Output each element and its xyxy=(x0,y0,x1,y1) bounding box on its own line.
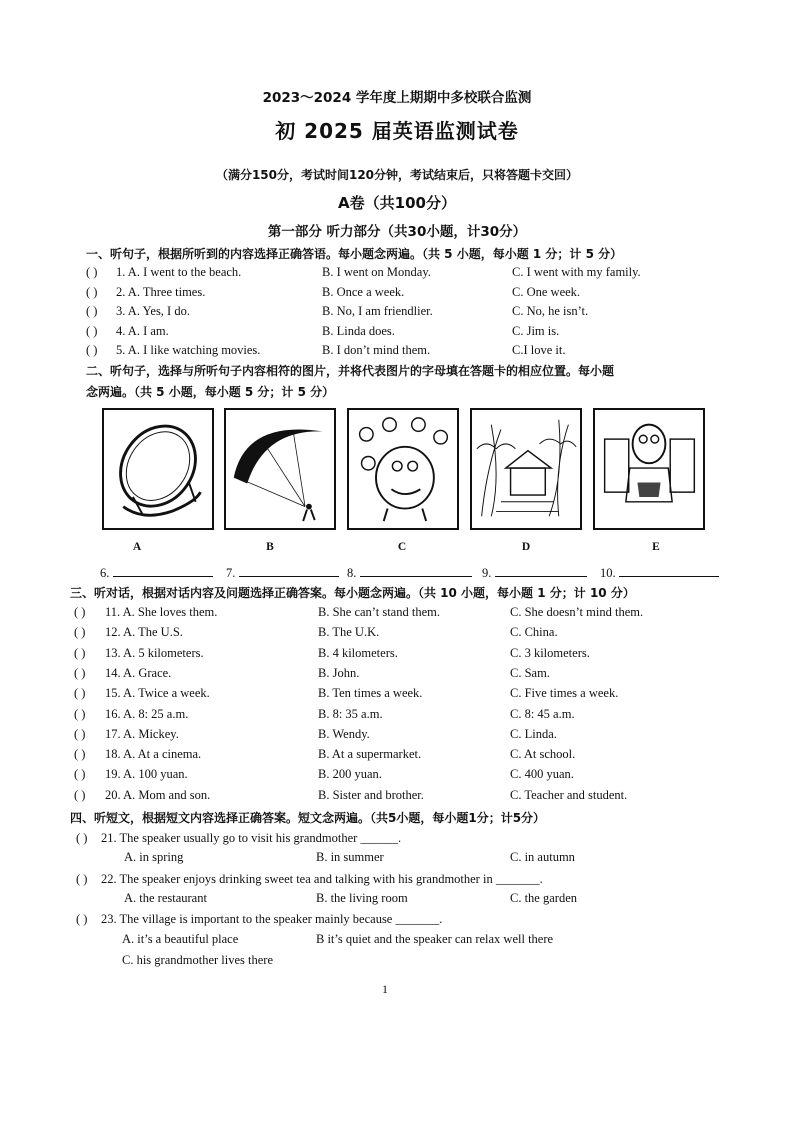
question-14-option-b: B. John. xyxy=(318,665,360,680)
question-20-option-b: B. Sister and brother. xyxy=(318,787,424,802)
question-18-option-c: C. At school. xyxy=(510,747,576,762)
question-15-option-b: B. Ten times a week. xyxy=(318,686,423,701)
answer-blank-7[interactable]: 7. xyxy=(226,564,339,581)
question-23-option-c: C. his grandmother lives there xyxy=(122,953,274,967)
question-12-option-c: C. China. xyxy=(510,625,558,640)
picture-label-a: A xyxy=(132,541,142,553)
question-4-option-b: B. Linda does. xyxy=(322,323,395,338)
answer-paren-1[interactable]: ( ) xyxy=(86,265,98,279)
question-4-option-a: 4. A. I am. xyxy=(116,323,169,338)
question-21-option-b: B. in summer xyxy=(316,850,384,864)
question-5-option-c: C.I love it. xyxy=(512,343,566,358)
part-one-title: 第一部分 听力部分（共30小题，计30分） xyxy=(267,224,527,240)
question-4-option-c: C. Jim is. xyxy=(512,323,560,338)
question-17-option-a: 17. A. Mickey. xyxy=(105,726,179,741)
picture-label-b: B xyxy=(266,541,274,553)
picture-d-garden-house xyxy=(470,408,582,530)
picture-label-e: E xyxy=(652,541,660,553)
section1-heading: 一、听句子，根据所听到的内容选择正确答语。每小题念两遍。（共 5 小题，每小题 1 分；计 5 分） xyxy=(86,247,623,261)
question-14-option-a: 14. A. Grace. xyxy=(105,665,172,680)
picture-b-paraglider xyxy=(224,408,336,530)
paper-a-title: A卷（共100分） xyxy=(338,194,456,212)
answer-blank-9[interactable]: 9. xyxy=(482,564,587,581)
question-12-option-a: 12. A. The U.S. xyxy=(105,625,183,640)
question-19-option-c: C. 400 yuan. xyxy=(510,767,574,782)
question-11-option-c: C. She doesn’t mind them. xyxy=(510,605,644,619)
question-20-option-c: C. Teacher and student. xyxy=(510,787,628,802)
exam-period: 2023～2024 学年度上期期中多校联合监测 xyxy=(262,90,532,106)
exam-title: 初 2025 届英语监测试卷 xyxy=(275,119,519,143)
question-23-option-a: A. it’s a beautiful place xyxy=(122,932,239,946)
answer-paren-5[interactable]: ( ) xyxy=(86,343,98,358)
answer-paren-19[interactable]: ( ) xyxy=(74,767,86,782)
section4-heading: 四、听短文，根据短文内容选择正确答案。短文念两遍。（共5小题，每小题1分；计5分） xyxy=(70,811,546,825)
picture-label-c: C xyxy=(397,541,407,553)
picture-c-juggler xyxy=(347,408,459,530)
question-3-option-c: C. No, he isn’t. xyxy=(512,304,589,319)
question-17-option-b: B. Wendy. xyxy=(318,726,370,741)
question-19-option-a: 19. A. 100 yuan. xyxy=(105,767,188,782)
answer-paren-18[interactable]: ( ) xyxy=(74,747,86,762)
question-16-option-b: B. 8: 35 a.m. xyxy=(318,706,383,721)
question-14-option-c: C. Sam. xyxy=(510,665,550,680)
question-11-option-a: 11. A. She loves them. xyxy=(105,605,218,619)
question-18-option-b: B. At a supermarket. xyxy=(318,747,422,762)
answer-paren-12[interactable]: ( ) xyxy=(74,625,86,640)
question-11-option-b: B. She can’t stand them. xyxy=(318,605,440,619)
picture-a-mirror xyxy=(102,408,214,530)
section2-heading-line1: 二、听句子，选择与所听句子内容相符的图片，并将代表图片的字母填在答题卡的相应位置。每小题 xyxy=(86,364,615,378)
question-13-option-c: C. 3 kilometers. xyxy=(510,645,590,660)
section3-heading: 三、听对话，根据对话内容及问题选择正确答案。每小题念两遍。（共 10 小题，每小题 1 分；计 10 分） xyxy=(70,586,635,600)
answer-paren-20[interactable]: ( ) xyxy=(74,787,86,802)
question-20-option-a: 20. A. Mom and son. xyxy=(105,787,211,802)
question-23-stem: 23. The village is important to the speaker mainly because _______. xyxy=(101,912,443,926)
question-22-option-a: A. the restaurant xyxy=(124,891,207,905)
question-2-option-c: C. One week. xyxy=(512,284,581,299)
question-23-option-b: B it’s quiet and the speaker can relax well there xyxy=(316,932,554,946)
answer-paren-17[interactable]: ( ) xyxy=(74,726,86,741)
answer-paren-2[interactable]: ( ) xyxy=(86,284,98,299)
answer-paren-23[interactable]: ( ) xyxy=(76,912,88,926)
question-12-option-b: B. The U.K. xyxy=(318,625,380,640)
answer-paren-11[interactable]: ( ) xyxy=(74,605,86,619)
question-5-option-b: B. I don’t mind them. xyxy=(322,343,431,358)
question-21-option-a: A. in spring xyxy=(124,850,184,864)
question-1-option-c: C. I went with my family. xyxy=(512,265,641,279)
section2-heading-line2: 念两遍。（共 5 小题，每小题 5 分；计 5 分） xyxy=(86,385,335,399)
question-16-option-a: 16. A. 8: 25 a.m. xyxy=(105,706,189,721)
answer-blank-10[interactable]: 10. xyxy=(600,564,719,581)
question-22-option-b: B. the living room xyxy=(316,891,408,905)
question-15-option-c: C. Five times a week. xyxy=(510,686,619,701)
answer-blank-8[interactable]: 8. xyxy=(347,564,472,581)
question-18-option-a: 18. A. At a cinema. xyxy=(105,747,202,762)
question-17-option-c: C. Linda. xyxy=(510,726,557,741)
question-2-option-a: 2. A. Three times. xyxy=(116,284,206,299)
question-21-option-c: C. in autumn xyxy=(510,850,575,864)
question-15-option-a: 15. A. Twice a week. xyxy=(105,686,210,701)
question-1-option-b: B. I went on Monday. xyxy=(322,265,431,279)
answer-paren-16[interactable]: ( ) xyxy=(74,706,86,721)
answer-paren-4[interactable]: ( ) xyxy=(86,323,98,338)
question-16-option-c: C. 8: 45 a.m. xyxy=(510,706,575,721)
answer-blank-6[interactable]: 6. xyxy=(100,564,213,581)
question-22-option-c: C. the garden xyxy=(510,891,577,905)
answer-paren-3[interactable]: ( ) xyxy=(86,304,98,319)
question-22-stem: 22. The speaker enjoys drinking sweet tea and talking with his grandmother in _______. xyxy=(101,872,543,886)
page-number: 1 xyxy=(382,982,388,996)
question-3-option-b: B. No, I am friendlier. xyxy=(322,304,433,319)
question-19-option-b: B. 200 yuan. xyxy=(318,767,382,782)
question-13-option-b: B. 4 kilometers. xyxy=(318,645,398,660)
question-13-option-a: 13. A. 5 kilometers. xyxy=(105,645,204,660)
answer-paren-22[interactable]: ( ) xyxy=(76,872,88,886)
picture-e-man-relaxing xyxy=(593,408,705,530)
question-21-stem: 21. The speaker usually go to visit his grandmother ______. xyxy=(101,831,402,845)
picture-label-d: D xyxy=(521,541,531,553)
question-3-option-a: 3. A. Yes, I do. xyxy=(116,304,190,319)
answer-paren-14[interactable]: ( ) xyxy=(74,665,86,680)
question-1-option-a: 1. A. I went to the beach. xyxy=(116,265,242,279)
question-5-option-a: 5. A. I like watching movies. xyxy=(116,343,261,358)
question-2-option-b: B. Once a week. xyxy=(322,284,405,299)
answer-paren-13[interactable]: ( ) xyxy=(74,645,86,660)
answer-paren-21[interactable]: ( ) xyxy=(76,831,88,845)
exam-instructions: （满分150分，考试时间120分钟，考试结束后，只将答题卡交回） xyxy=(215,168,579,182)
answer-paren-15[interactable]: ( ) xyxy=(74,686,86,701)
